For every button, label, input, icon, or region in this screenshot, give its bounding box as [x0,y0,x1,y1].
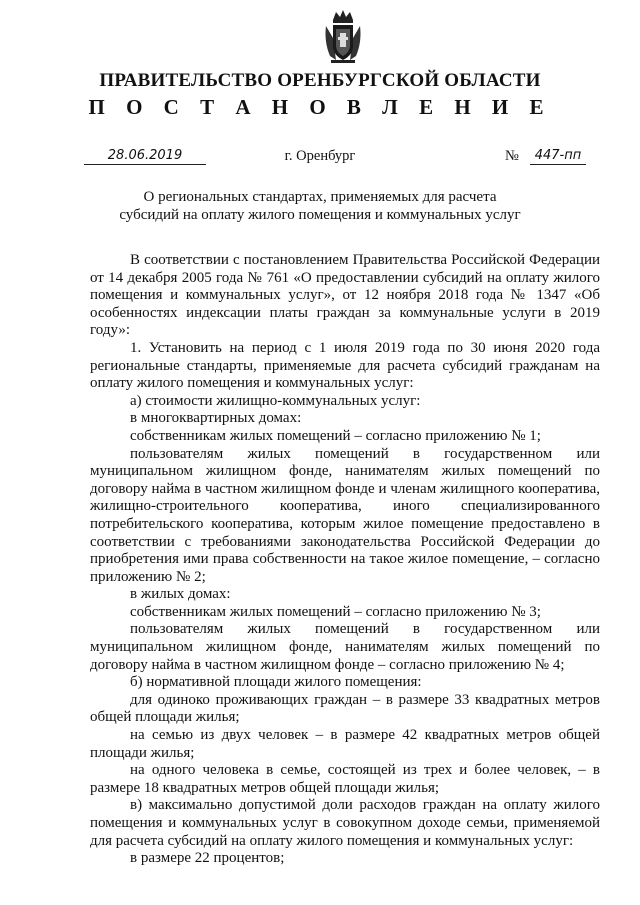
document-body [90,252,600,868]
paragraph-apartments: в многоквартирных домах: [130,410,302,427]
document-type: П О С Т А Н О В Л Е Н И Е [88,95,552,119]
title-line: субсидий на оплату жилого помещения и коммунальных услуг [119,207,521,223]
paragraph-single-33: для одиноко проживающих граждан – в размере 33 квадратных метров общей площади жилья; [90,691,600,726]
paragraph-item-b: б) нормативной площади жилого помещения: [130,674,422,691]
paragraph-item-v: в) максимально допустимой доли расходов граждан на оплату жилого помещения и коммунальных услуг в совокупном доходе семьи, применяемой для расчета субсидий на оплату жилого помещения и коммунальных услуг: [90,797,600,849]
paragraph-preamble: В соответствии с постановлением Правительства Российской Федерации от 14 декабря 2005 года № 761 «О предоставлении субсидий на оплату жилого помещения и коммунальных услуг», от 12 ноября 2018 года № 1347 «Об особенностях индексации платы граждан за коммунальные услуги в 2019 году»: [90,252,600,339]
document-title [0,188,640,224]
document-city: г. Оренбург [284,148,356,164]
paragraph-users-annex-4: пользователям жилых помещений в государственном или муниципальном жилищном фонде, нанимателям жилых помещений по договору найма в частном жилищном фонде – согласно приложению № 4; [90,621,600,673]
paragraph-two-42: на семью из двух человек – в размере 42 квадратных метров общей площади жилья; [90,727,600,761]
title-line: О региональных стандартах, применяемых для расчета [143,189,497,205]
document-number: 447-пп [530,148,586,165]
paragraph-houses: в жилых домах: [130,586,231,603]
paragraph-owners-annex-3: собственникам жилых помещений – согласно приложению № 3; [130,603,541,620]
paragraph-22-percent: в размере 22 процентов; [130,850,285,867]
document-date: 28.06.2019 [84,148,206,165]
paragraph-users-annex-2: пользователям жилых помещений в государственном или муниципальном жилищном фонде, нанимателям жилых помещений по договору найма в частном жилищном фонде и членам жилищного кооператива, жилищно-строительного кооператива, иного специализированного потребительского кооператива, которым жилое помещение предоставлено в соответствии с требованиями законодательства Российской Федерации до приобретения ими права собственности на такое жилое помещение, – согласно приложению № 2; [90,445,600,585]
organization-name: ПРАВИТЕЛЬСТВО ОРЕНБУРГСКОЙ ОБЛАСТИ [99,70,541,91]
paragraph-item-a: а) стоимости жилищно-коммунальных услуг: [130,392,421,409]
paragraph-item-1: 1. Установить на период с 1 июля 2019 года по 30 июня 2020 года региональные стандарты, применяемые для расчета субсидий гражданам на оплату жилого помещения и коммунальных услуг: [90,339,600,392]
number-label: № [505,148,519,164]
paragraph-three-18: на одного человека в семье, состоящей из трех и более человек, – в размере 18 квадратных метров общей площади жилья; [90,762,600,796]
paragraph-owners-annex-1: собственникам жилых помещений – согласно приложению № 1; [130,427,541,444]
coat-of-arms-icon [322,8,364,64]
